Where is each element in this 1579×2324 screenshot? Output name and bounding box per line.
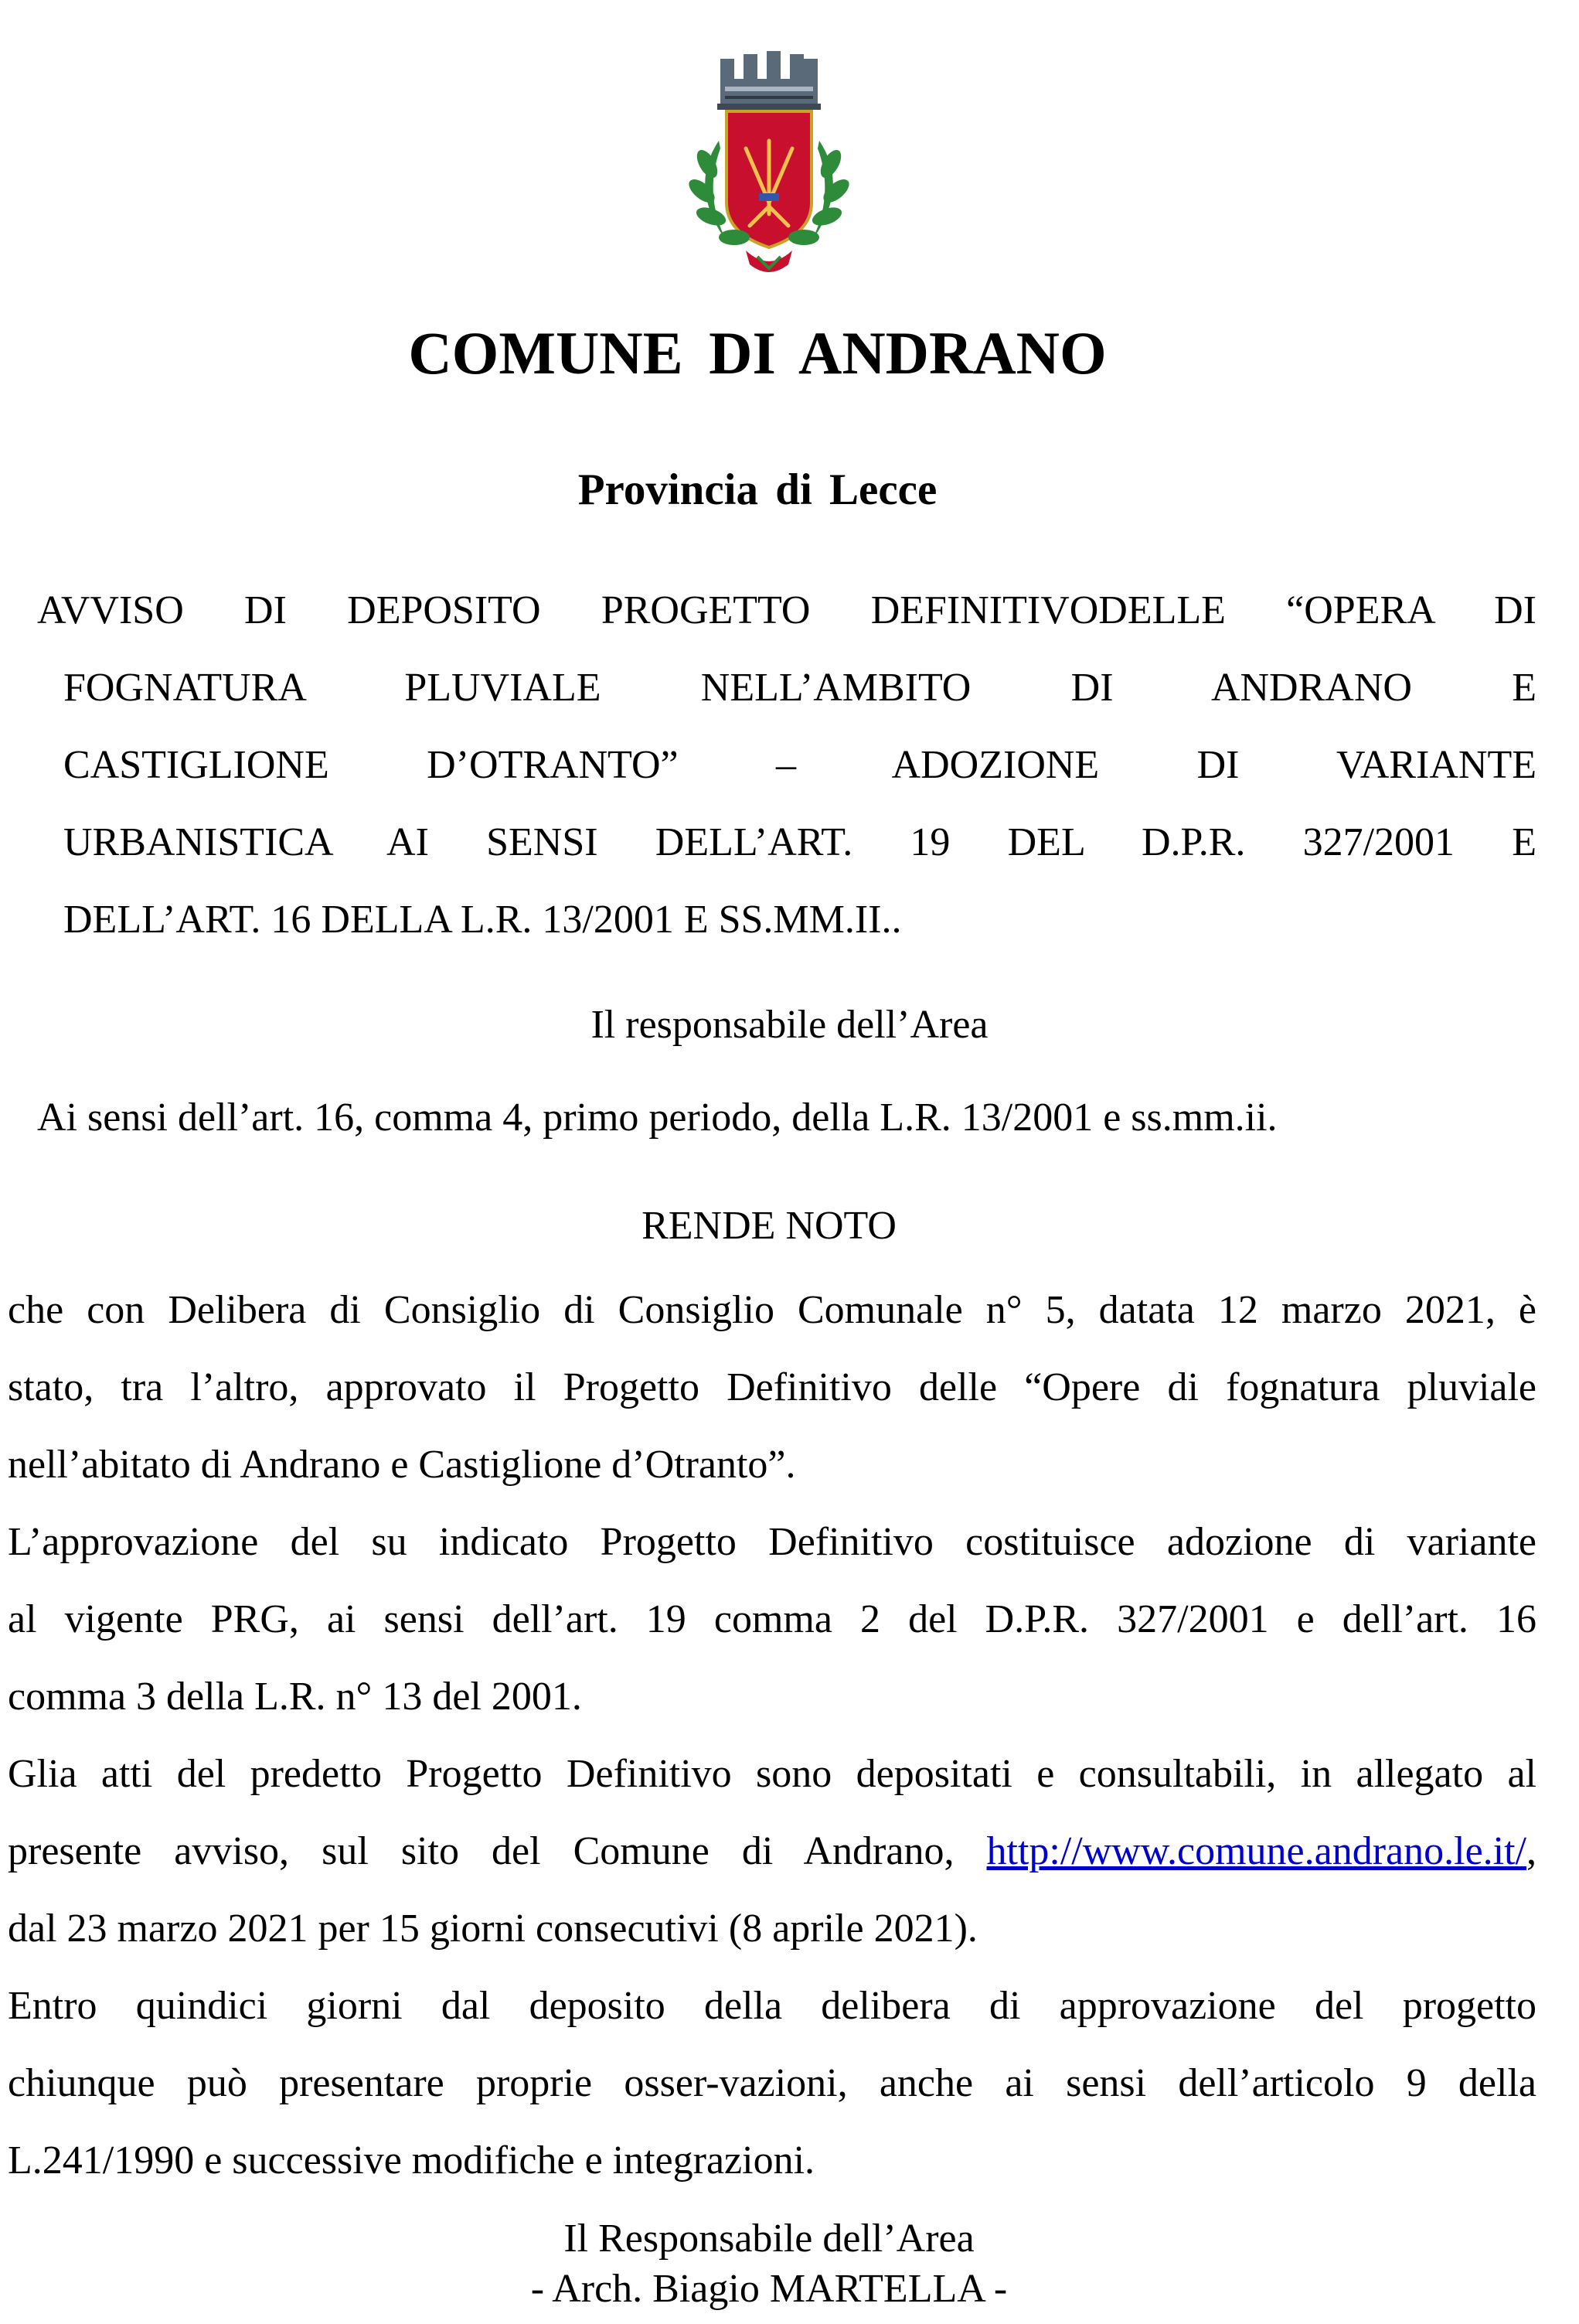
body-line: L.241/1990 e successive modifiche e integrazioni. bbox=[8, 2138, 815, 2183]
body-line: chiunque può presentare proprie osser-vazioni, anche ai sensi dell’articolo 9 della bbox=[8, 2061, 1536, 2105]
body-text: , bbox=[1526, 1829, 1536, 1873]
legal-basis: Ai sensi dell’art. 16, comma 4, primo periodo, della L.R. 13/2001 e ss.mm.ii. bbox=[37, 1096, 1278, 1140]
website-link[interactable]: http://www.comune.andrano.le.it/ bbox=[986, 1829, 1526, 1873]
municipality-title: COMUNE DI ANDRANO bbox=[408, 319, 1107, 387]
notice-subject bbox=[37, 572, 1536, 959]
body-line: al vigente PRG, ai sensi dell’art. 19 comma 2 del D.P.R. 327/2001 e dell’art. 16 bbox=[8, 1597, 1536, 1641]
body-line: dal 23 marzo 2021 per 15 giorni consecutivi (8 aprile 2021). bbox=[8, 1907, 978, 1951]
body-line: che con Delibera di Consiglio di Consiglio Comunale n° 5, datata 12 marzo 2021, è bbox=[8, 1288, 1536, 1332]
signature-title: Il Responsabile dell’Area bbox=[563, 2217, 975, 2261]
body-line: stato, tra l’altro, approvato il Progetto Definitivo delle “Opere di fognatura pluviale bbox=[8, 1365, 1536, 1409]
coat-of-arms-icon bbox=[672, 48, 866, 280]
province-subtitle: Provincia di Lecce bbox=[577, 465, 938, 514]
crown-icon bbox=[717, 51, 821, 110]
body-line: Entro quindici giorni dal deposito della delibera di approvazione del progetto bbox=[8, 1984, 1536, 2028]
body-line: L’approvazione del su indicato Progetto Definitivo costituisce adozione di variante bbox=[8, 1520, 1536, 1564]
signature-name: - Arch. Biagio MARTELLA - bbox=[530, 2267, 1008, 2311]
notice-subject-line: CASTIGLIONE D’OTRANTO” – ADOZIONE DI VARIANTE bbox=[63, 743, 1536, 787]
rende-noto-heading: RENDE NOTO bbox=[641, 1204, 897, 1248]
body-text: presente avviso, sul sito del Comune di Andrano, bbox=[8, 1829, 987, 1873]
notice-subject-line: URBANISTICA AI SENSI DELL’ART. 19 DEL D.P.R. 327/2001 E bbox=[63, 820, 1536, 864]
body-line: Glia atti del predetto Progetto Definitivo sono depositati e consultabili, in allegato al bbox=[8, 1752, 1536, 1796]
body-line: nell’abitato di Andrano e Castiglione d’Otranto”. bbox=[8, 1443, 796, 1487]
responsible-heading: Il responsabile dell’Area bbox=[590, 1003, 989, 1047]
notice-subject-line: AVVISO DI DEPOSITO PROGETTO DEFINITIVODELLE “OPERA DI bbox=[37, 588, 1536, 632]
notice-subject-line: DELL’ART. 16 DELLA L.R. 13/2001 E SS.MM.II.. bbox=[63, 898, 902, 942]
notice-subject-line: FOGNATURA PLUVIALE NELL’AMBITO DI ANDRANO E bbox=[63, 666, 1536, 710]
notice-body bbox=[8, 1272, 1536, 2200]
body-line: comma 3 della L.R. n° 13 del 2001. bbox=[8, 1675, 582, 1719]
body-line-with-link bbox=[8, 1813, 1536, 1890]
